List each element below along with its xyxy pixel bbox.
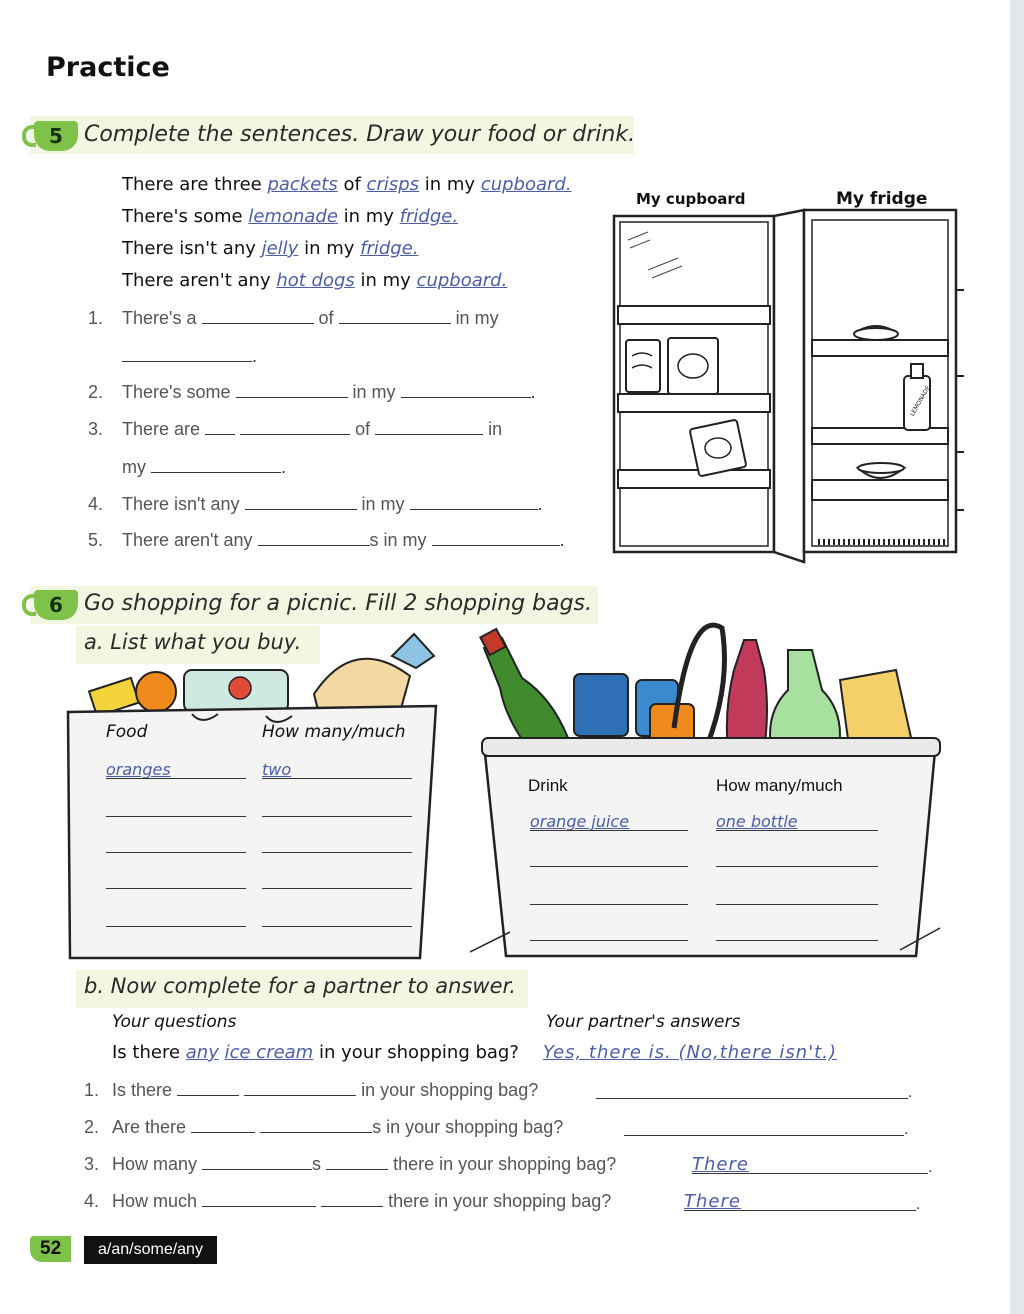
- partb-item-2: 2. Are there s in your shopping bag?: [84, 1117, 564, 1137]
- answer-line[interactable]: [692, 1173, 928, 1174]
- basket-row-line[interactable]: [530, 940, 688, 941]
- answer-line[interactable]: [624, 1135, 904, 1136]
- exercise-5-number: 5: [34, 121, 78, 151]
- crisps-packet: [690, 420, 747, 477]
- ex5-item-3: 3. There are of in: [88, 419, 503, 439]
- fridge-label: My fridge: [836, 189, 928, 209]
- example-sentence-2: There's some lemonade in my fridge.: [122, 206, 459, 227]
- cupboard: [614, 216, 774, 552]
- bag-row-line[interactable]: [262, 926, 412, 927]
- crisps-packet: [626, 340, 660, 392]
- blank[interactable]: [410, 495, 538, 510]
- ex5-item-4: 4. There isn't any in my .: [88, 494, 543, 514]
- blank[interactable]: [191, 1118, 255, 1133]
- basket-row-line[interactable]: [716, 830, 878, 831]
- ex5-item-1: 1. There's a of in my: [88, 308, 499, 328]
- bag-row-line[interactable]: [106, 888, 246, 889]
- blank[interactable]: [122, 347, 252, 362]
- blank[interactable]: [321, 1192, 383, 1207]
- basket-row-line[interactable]: [716, 866, 878, 867]
- basket-column-drink: Drink: [528, 776, 568, 795]
- blank[interactable]: [236, 383, 348, 398]
- basket-row-line[interactable]: [530, 830, 688, 831]
- answer-line[interactable]: [684, 1210, 916, 1211]
- basket-column-how-many: How many/much: [716, 776, 843, 795]
- blank[interactable]: [202, 1192, 316, 1207]
- blank[interactable]: [205, 420, 235, 435]
- blank[interactable]: [339, 309, 451, 324]
- cupboard-fridge-illustration: [608, 180, 968, 565]
- partb-item-3-answer: There: [692, 1154, 749, 1175]
- blank[interactable]: [326, 1155, 388, 1170]
- bag-row-line[interactable]: [106, 926, 246, 927]
- blank[interactable]: [202, 309, 314, 324]
- blank[interactable]: [177, 1081, 239, 1096]
- picnic-basket: [484, 740, 936, 956]
- basket-row-line[interactable]: [530, 904, 688, 905]
- bag-row-line[interactable]: [262, 816, 412, 817]
- cupboard-label: My cupboard: [636, 190, 746, 208]
- blank[interactable]: [244, 1081, 356, 1096]
- basket-example-drink: orange juice: [530, 812, 630, 831]
- answer-line[interactable]: [596, 1098, 908, 1099]
- exercise-6-instruction: Go shopping for a picnic. Fill 2 shopping bags.: [84, 591, 592, 616]
- shopping-bag: [68, 706, 436, 958]
- page-topic: a/an/some/any: [84, 1236, 217, 1264]
- fridge: [804, 210, 964, 552]
- part-b-instruction: b. Now complete for a partner to answer.: [84, 974, 516, 998]
- blank[interactable]: [260, 1118, 372, 1133]
- period: .: [904, 1121, 909, 1138]
- partb-item-4-answer: There: [684, 1191, 741, 1212]
- blank[interactable]: [245, 495, 357, 510]
- period: .: [916, 1196, 921, 1213]
- bag-row-line[interactable]: [262, 888, 412, 889]
- bag-example-amount: two: [262, 760, 292, 779]
- bag-row-line[interactable]: [262, 778, 412, 779]
- partb-example-answer: Yes, there is. (No,there isn't.): [543, 1042, 837, 1063]
- blank[interactable]: [258, 531, 370, 546]
- blank[interactable]: [202, 1155, 312, 1170]
- ex5-item-1-continued: .: [122, 346, 257, 367]
- page-number: 52: [30, 1236, 71, 1262]
- period: .: [908, 1084, 913, 1101]
- example-sentence-4: There aren't any hot dogs in my cupboard.: [122, 270, 508, 291]
- bag-example-food: oranges: [106, 760, 171, 779]
- exercise-6-number: 6: [34, 590, 78, 620]
- bag-column-how-many: How many/much: [262, 722, 406, 742]
- basket-row-line[interactable]: [530, 866, 688, 867]
- example-sentence-1: There are three packets of crisps in my cupboard.: [122, 174, 572, 195]
- partb-item-1: 1. Is there in your shopping bag?: [84, 1080, 539, 1100]
- bottle-label: LEMONADE: [908, 384, 932, 418]
- blank[interactable]: [240, 420, 350, 435]
- bag-row-line[interactable]: [262, 852, 412, 853]
- blank[interactable]: [375, 420, 483, 435]
- period: .: [928, 1159, 933, 1176]
- basket-example-amount: one bottle: [716, 812, 798, 831]
- column-your-questions: Your questions: [112, 1012, 237, 1032]
- bag-groceries: [89, 634, 434, 718]
- bag-column-food: Food: [106, 722, 148, 742]
- blank[interactable]: [151, 458, 281, 473]
- ex5-item-3-continued: my .: [122, 457, 287, 477]
- blank[interactable]: [432, 531, 560, 546]
- part-a-instruction: a. List what you buy.: [84, 630, 302, 654]
- crisps-packet: [668, 338, 718, 394]
- shopping-bag-illustration: [62, 632, 452, 962]
- exercise-5-instruction: Complete the sentences. Draw your food or drink.: [84, 122, 636, 147]
- partb-example-question: Is there any ice cream in your shopping bag?: [112, 1042, 519, 1063]
- basket-row-line[interactable]: [716, 904, 878, 905]
- page-title: Practice: [46, 52, 170, 83]
- bag-row-line[interactable]: [106, 852, 246, 853]
- basket-row-line[interactable]: [716, 940, 878, 941]
- fridge-door: [774, 210, 804, 562]
- blank[interactable]: [401, 383, 531, 398]
- page-edge: [1010, 0, 1024, 1314]
- example-sentence-3: There isn't any jelly in my fridge.: [122, 238, 419, 259]
- bag-row-line[interactable]: [106, 778, 246, 779]
- bag-row-line[interactable]: [106, 816, 246, 817]
- column-partner-answers: Your partner's answers: [546, 1012, 741, 1032]
- partb-item-3: 3. How many s there in your shopping bag?: [84, 1154, 617, 1174]
- partb-item-4: 4. How much there in your shopping bag?: [84, 1191, 612, 1211]
- ex5-item-5: 5. There aren't any s in my .: [88, 530, 565, 550]
- ex5-item-2: 2. There's some in my .: [88, 382, 536, 402]
